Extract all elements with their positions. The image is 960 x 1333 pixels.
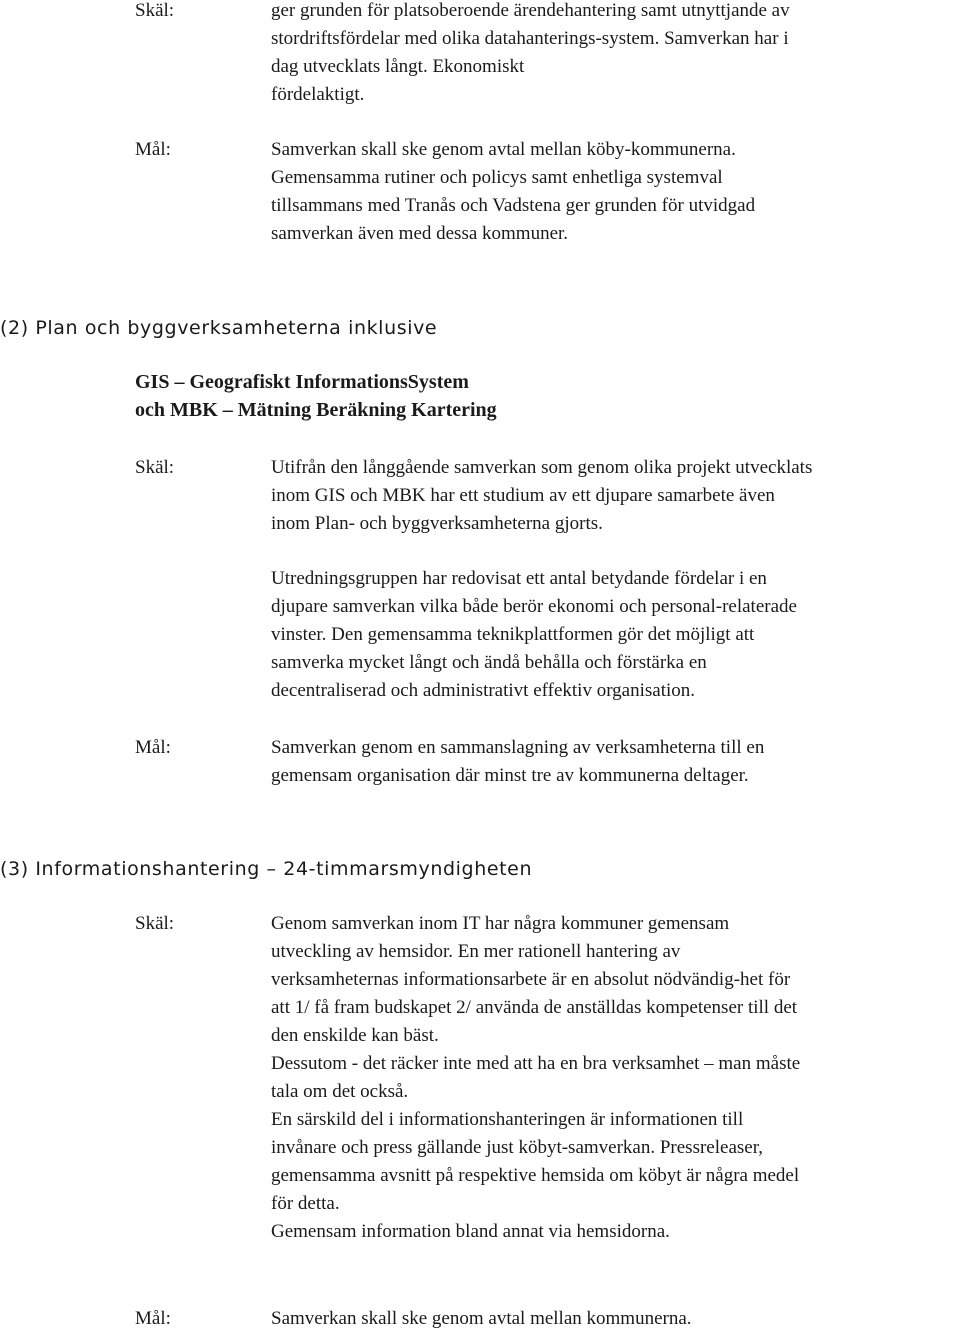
text-line: för detta. [271,1193,340,1214]
mal-label: Mål: [135,737,171,758]
skal-text [271,0,790,109]
skal-label: Skäl: [135,0,175,21]
skal-label: Skäl: [135,457,175,478]
text-line: invånare och press gällande just köbyt-samverkan. Pressreleaser, [271,1137,764,1158]
subheading-line: GIS – Geografiskt InformationsSystem [135,371,469,393]
text-line: Samverkan genom en sammanslagning av verksamheterna till en [271,737,765,758]
text-line: inom Plan- och byggverksamheterna gjorts. [271,513,603,534]
text-line: verksamheternas informationsarbete är en absolut nödvändig-het för [271,969,791,990]
skal-text [271,454,812,538]
text-line: stordriftsfördelar med olika datahanterings-system. Samverkan har i [271,28,789,49]
mal-label: Mål: [135,1308,171,1329]
text-line: djupare samverkan vilka både berör ekonomi och personal-relaterade [271,596,797,617]
text-line: tillsammans med Tranås och Vadstena ger grunden för utvidgad [271,195,756,216]
text-line: Utifrån den långgående samverkan som genom olika projekt utvecklats [271,457,813,478]
text-line: utveckling av hemsidor. En mer rationell hantering av [271,941,681,962]
text-line: fördelaktigt. [271,84,365,105]
skal-text-paragraph [271,565,797,705]
text-line: En särskild del i informationshanteringen är informationen till [271,1109,744,1130]
mal-text [271,1305,692,1333]
text-line: Samverkan skall ske genom avtal mellan kommunerna. [271,1308,692,1329]
subheading-line: och MBK – Mätning Beräkning Kartering [135,399,497,421]
text-line: samverkan även med dessa kommuner. [271,223,569,244]
text-line: samverka mycket långt och ändå behålla och förstärka en [271,652,707,673]
text-line: den enskilde kan bäst. [271,1025,439,1046]
mal-text [271,136,755,248]
text-line: Genom samverkan inom IT har några kommuner gemensam [271,913,730,934]
mal-label: Mål: [135,139,171,160]
skal-label: Skäl: [135,913,175,934]
text-line: ger grunden för platsoberoende ärendehantering samt utnyttjande av [271,0,790,21]
text-line: tala om det också. [271,1081,409,1102]
section-heading: (3) Informationshantering – 24-timmarsmyndigheten [0,858,533,880]
text-line: Gemensam information bland annat via hemsidorna. [271,1221,670,1242]
mal-text [271,734,764,790]
text-line: Samverkan skall ske genom avtal mellan köby-kommunerna. [271,139,736,160]
text-line: vinster. Den gemensamma teknikplattformen gör det möjligt att [271,624,755,645]
text-line: decentraliserad och administrativt effektiv organisation. [271,680,696,701]
text-line: Gemensamma rutiner och policys samt enhetliga systemval [271,167,723,188]
text-line: dag utvecklats långt. Ekonomiskt [271,56,525,77]
text-line: inom GIS och MBK har ett studium av ett djupare samarbete även [271,485,775,506]
section-subheading [135,368,497,424]
text-line: Dessutom - det räcker inte med att ha en bra verksamhet – man måste [271,1053,801,1074]
text-line: Utredningsgruppen har redovisat ett antal betydande fördelar i en [271,568,767,589]
skal-text [271,910,800,1246]
section-heading: (2) Plan och byggverksamheterna inklusive [0,317,438,339]
text-line: gemensamma avsnitt på respektive hemsida om köbyt är några medel [271,1165,800,1186]
text-line: gemensam organisation där minst tre av kommunerna deltager. [271,765,749,786]
text-line: att 1/ få fram budskapet 2/ använda de anställdas kompetenser till det [271,997,798,1018]
